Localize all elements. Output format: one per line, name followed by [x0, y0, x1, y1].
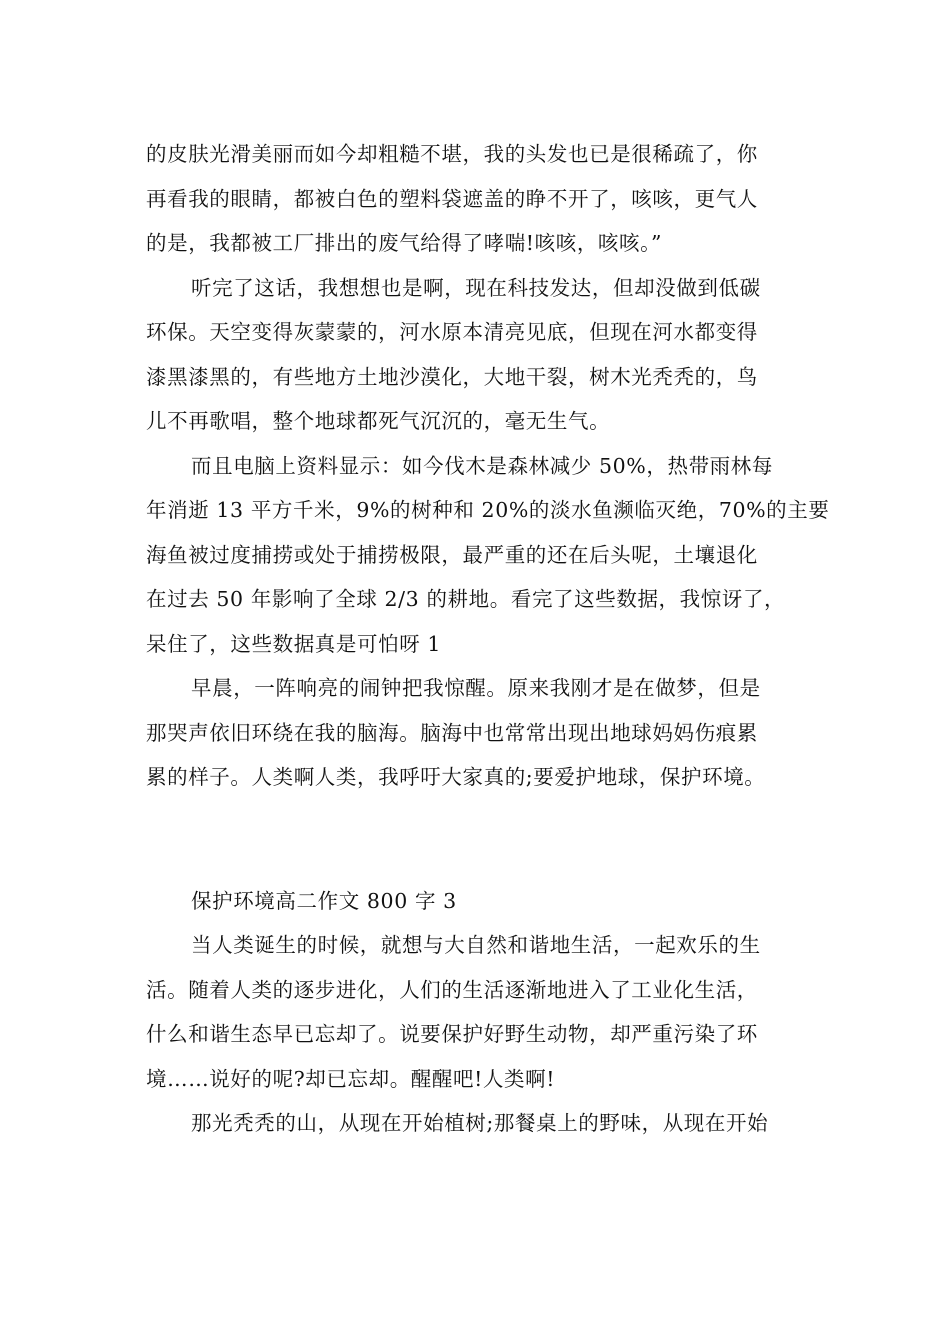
document-page [146, 132, 830, 1146]
section-spacer [146, 800, 810, 879]
text-line: 环保。天空变得灰蒙蒙的，河水原本清亮见底，但现在河水都变得 [146, 320, 758, 344]
text-line: 在过去 50 年影响了全球 2/3 的耕地。看完了这些数据，我惊讶了， [146, 587, 786, 611]
text-line: 那光秃秃的山，从现在开始植树;那餐桌上的野味，从现在开始 [191, 1111, 769, 1135]
text-line: 的是，我都被工厂排出的废气给得了哮喘!咳咳，咳咳。” [146, 231, 663, 255]
text-line: 境……说好的呢?却已忘却。醒醒吧!人类啊! [146, 1066, 556, 1091]
text-line: 当人类诞生的时候，就想与大自然和谐地生活，一起欢乐的生 [191, 933, 761, 957]
text-line: 呆住了，这些数据真是可怕呀 1 [146, 631, 442, 656]
paragraph-5 [146, 923, 810, 1101]
paragraph-4 [146, 666, 810, 800]
paragraph-6 [146, 1101, 810, 1146]
text-line: 海鱼被过度捕捞或处于捕捞极限，最严重的还在后头呢，土壤退化 [146, 542, 758, 567]
text-line: 听完了这话，我想想也是啊，现在科技发达，但却没做到低碳 [191, 275, 761, 300]
text-line: 儿不再歌唱，整个地球都死气沉沉的，毫无生气。 [146, 409, 611, 433]
section-heading: 保护环境高二作文 800 字 3 [191, 888, 457, 913]
text-line: 再看我的眼睛，都被白色的塑料袋遮盖的睁不开了，咳咳，更气人 [146, 186, 758, 211]
paragraph-1 [146, 132, 810, 266]
text-line: 累的样子。人类啊人类，我呼吁大家真的;要爱护地球，保护环境。 [146, 765, 766, 789]
text-line: 年消逝 13 平方千米，9%的树种和 20%的淡水鱼濒临灭绝，70%的主要 [146, 498, 830, 522]
text-line: 的皮肤光滑美丽而如今却粗糙不堪，我的头发也已是很稀疏了，你 [146, 142, 758, 166]
paragraph-2 [146, 266, 810, 444]
text-line: 漆黑漆黑的，有些地方土地沙漠化，大地干裂，树木光秃秃的，鸟 [146, 364, 758, 389]
text-line: 早晨，一阵响亮的闹钟把我惊醒。原来我刚才是在做梦，但是 [191, 676, 761, 700]
text-line: 活。随着人类的逐步进化，人们的生活逐渐地进入了工业化生活， [146, 977, 758, 1002]
text-line: 什么和谐生态早已忘却了。说要保护好野生动物，却严重污染了环 [146, 1022, 758, 1046]
paragraph-3 [146, 444, 830, 667]
text-line: 那哭声依旧环绕在我的脑海。脑海中也常常出现出地球妈妈伤痕累 [146, 720, 758, 745]
text-line: 而且电脑上资料显示：如今伐木是森林减少 50%，热带雨林每 [191, 453, 773, 478]
